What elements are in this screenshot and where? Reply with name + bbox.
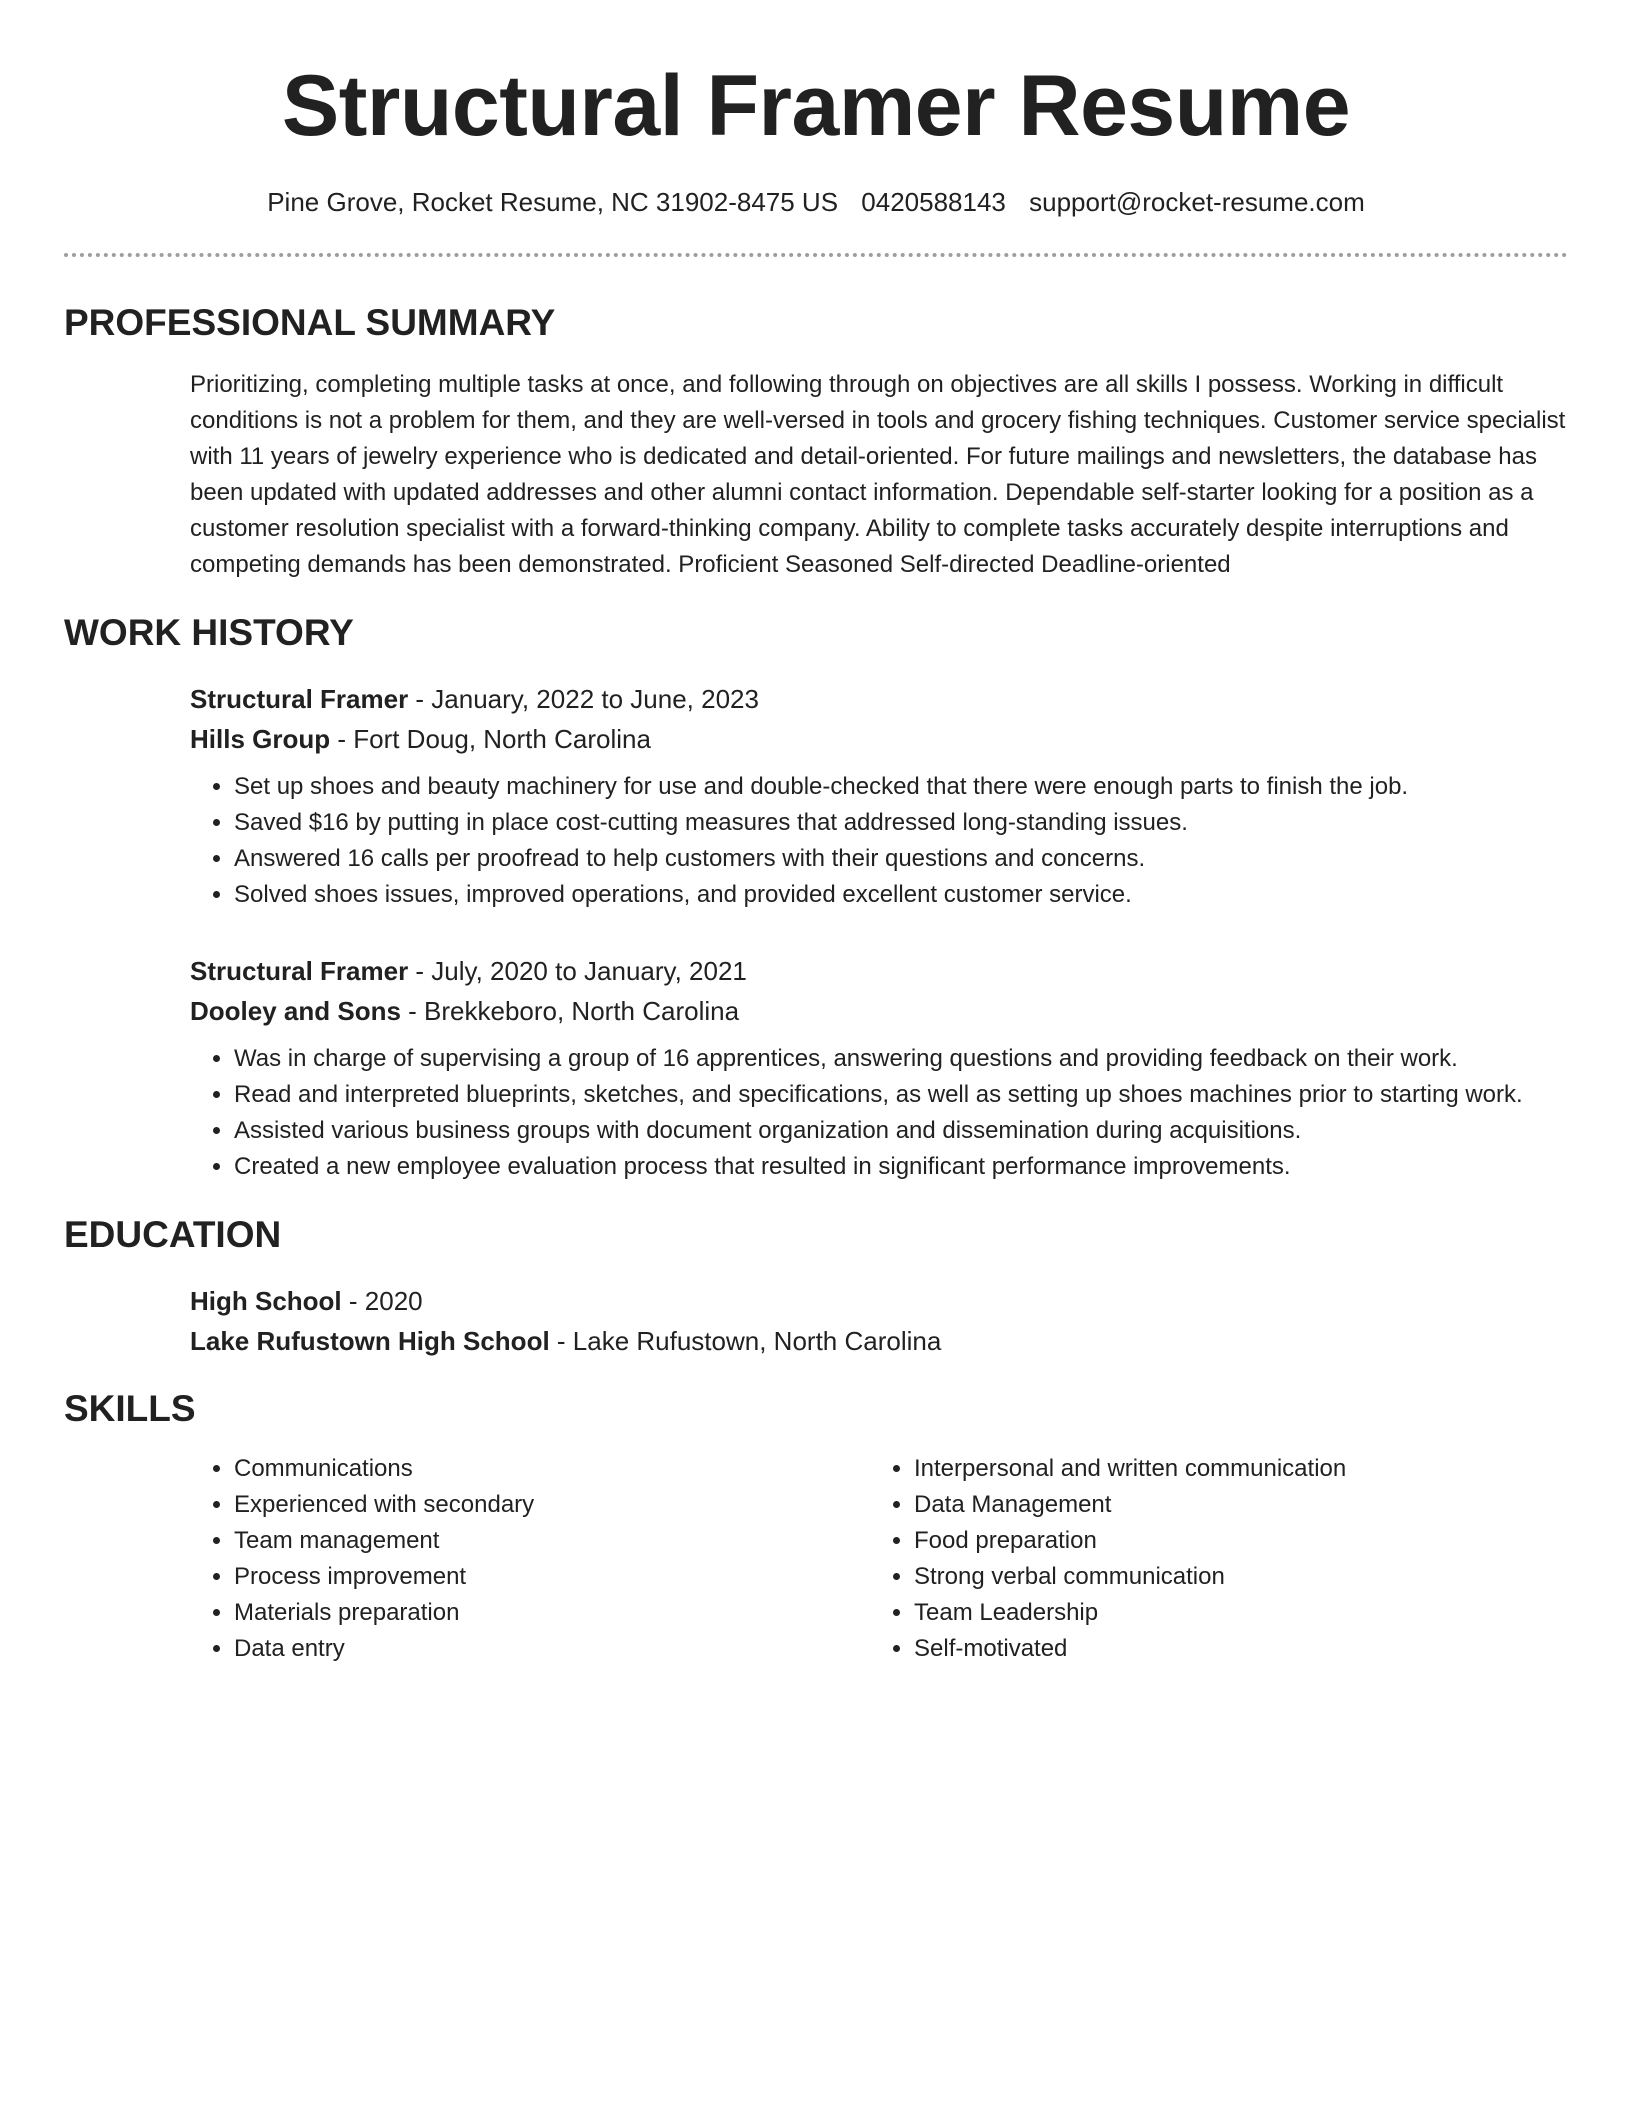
skill-item: • Data entry xyxy=(234,1631,870,1667)
job-title: Structural Framer xyxy=(190,956,409,986)
job-title-line xyxy=(190,951,1568,991)
job-dates: - January, 2022 to June, 2023 xyxy=(408,684,759,714)
job-duty: • Solved shoes issues, improved operations, and provided excellent customer service. xyxy=(234,877,1568,913)
job-entry xyxy=(190,679,1568,913)
resume-title: Structural Framer Resume xyxy=(281,58,1351,154)
skill-item: • Communications xyxy=(234,1451,870,1487)
skills-list-right xyxy=(870,1451,1550,1667)
education-location: - Lake Rufustown, North Carolina xyxy=(549,1326,942,1356)
contact-line xyxy=(64,184,1568,220)
job-company-line xyxy=(190,991,1568,1031)
skill-item: • Team management xyxy=(234,1523,870,1559)
job-duty: • Answered 16 calls per proofread to help customers with their questions and concerns. xyxy=(234,841,1568,877)
work-history-heading: WORK HISTORY xyxy=(64,612,354,653)
job-company-line xyxy=(190,719,1568,759)
summary-text: Prioritizing, completing multiple tasks at once, and following through on objectives are all skills I possess. Working in difficult conditions is not a problem for them, and they are well-versed in tools and grocery fishing techniques. Customer service specialist with 11 years of jewelry experience who is dedicated and detail-oriented. For future mailings and newsletters, the database has been updated with updated addresses and other alumni contact information. Dependable self-starter looking for a position as a customer resolution specialist with a forward-thinking company. Ability to complete tasks accurately despite interruptions and competing demands has been demonstrated. Proficient Seasoned Self-directed Deadline-oriented xyxy=(190,371,1566,578)
education-year: - 2020 xyxy=(341,1286,423,1316)
job-duty: • Saved $16 by putting in place cost-cutting measures that addressed long-standing issues. xyxy=(234,805,1568,841)
job-duty: • Assisted various business groups with document organization and dissemination during acquisitions. xyxy=(234,1113,1568,1149)
job-dates: - July, 2020 to January, 2021 xyxy=(408,956,747,986)
skill-item: • Strong verbal communication xyxy=(914,1559,1550,1595)
skills-heading: SKILLS xyxy=(64,1388,196,1429)
skill-item: • Self-motivated xyxy=(914,1631,1550,1667)
education-school-line xyxy=(190,1321,1568,1361)
skills-grid xyxy=(190,1451,1568,1667)
job-company: Dooley and Sons xyxy=(190,996,401,1026)
header-divider xyxy=(64,253,1568,257)
job-duty: • Set up shoes and beauty machinery for use and double-checked that there were enough parts to finish the job. xyxy=(234,769,1568,805)
education-heading: EDUCATION xyxy=(64,1214,282,1255)
contact-email: support@rocket-resume.com xyxy=(1029,187,1365,217)
skill-item: • Interpersonal and written communication xyxy=(914,1451,1550,1487)
job-duty: • Read and interpreted blueprints, sketches, and specifications, as well as setting up shoes machines prior to starting work. xyxy=(234,1077,1568,1113)
skills-list-left xyxy=(190,1451,870,1667)
contact-phone: 0420588143 xyxy=(861,187,1006,217)
education-school: Lake Rufustown High School xyxy=(190,1326,550,1356)
job-duty: • Was in charge of supervising a group of 16 apprentices, answering questions and providing feedback on their work. xyxy=(234,1041,1568,1077)
skill-item: • Process improvement xyxy=(234,1559,870,1595)
job-location: - Fort Doug, North Carolina xyxy=(330,724,651,754)
contact-address: Pine Grove, Rocket Resume, NC 31902-8475 US xyxy=(267,187,839,217)
education-entry xyxy=(190,1281,1568,1361)
job-location: - Brekkeboro, North Carolina xyxy=(400,996,740,1026)
skill-item: • Team Leadership xyxy=(914,1595,1550,1631)
skill-item: • Experienced with secondary xyxy=(234,1487,870,1523)
job-company: Hills Group xyxy=(190,724,331,754)
education-degree-line xyxy=(190,1281,1568,1321)
job-duties-list xyxy=(190,769,1568,913)
skill-item: • Data Management xyxy=(914,1487,1550,1523)
job-entry xyxy=(190,951,1568,1185)
job-duty: • Created a new employee evaluation process that resulted in significant performance improvements. xyxy=(234,1149,1568,1185)
resume-page xyxy=(64,0,1568,1667)
skill-item: • Materials preparation xyxy=(234,1595,870,1631)
education-degree: High School xyxy=(190,1286,342,1316)
summary-heading: PROFESSIONAL SUMMARY xyxy=(64,302,556,343)
job-title-line xyxy=(190,679,1568,719)
job-title: Structural Framer xyxy=(190,684,409,714)
job-duties-list xyxy=(190,1041,1568,1185)
skill-item: • Food preparation xyxy=(914,1523,1550,1559)
